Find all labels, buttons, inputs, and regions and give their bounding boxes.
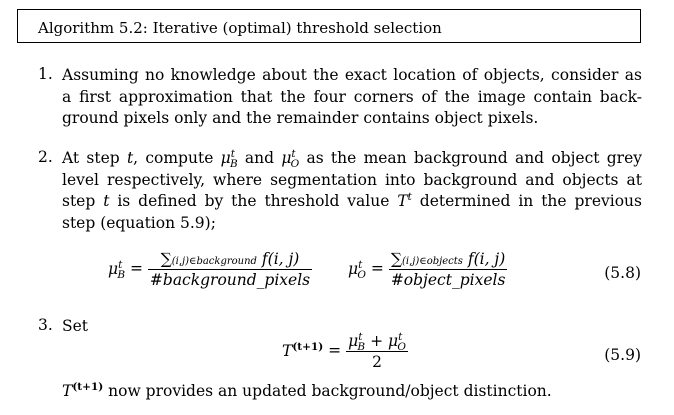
threshold-lhs: $T^{(t+1)}$ [282,340,324,360]
fraction-background [148,250,312,289]
fraction-denominator: 2 [372,353,382,371]
text-run: step [62,192,104,210]
text-run: as the mean background and object grey [299,149,642,167]
equation-5-8 [108,250,507,289]
step-line: a first approximation that the four corners of the image contain back- [62,87,642,106]
step-number: 3. [38,316,53,334]
equation-5-9 [282,332,408,371]
fraction-numerator: ∑(i,j)∈objects f(i, j) [389,250,508,270]
equals-sign: = [370,259,384,278]
mu-b-symbol: $\mu^t_B$ [220,147,238,171]
threshold-symbol: $T^t$ [397,190,412,210]
step-label: Set [62,317,89,335]
step-line: Assuming no knowledge about the exact location of objects, consider as [62,66,642,84]
fraction-numerator: ∑(i,j)∈background f(i, j) [148,250,312,270]
step-text [62,65,642,130]
text-run: , compute [133,149,221,167]
text-run: now provides an updated background/object distinction. [103,382,552,400]
text-run: and [237,149,282,167]
fraction-average [346,332,408,371]
fraction-denominator: #object_pixels [390,271,506,289]
step-line: step (equation 5.9); [62,213,216,232]
mu-b-lhs: $\mu^t_B$ [108,258,126,281]
fraction-denominator: #background_pixels [149,271,311,289]
step-line [62,148,642,170]
text-run: is defined by the threshold value [109,192,398,210]
variable-t: t [126,149,134,167]
mu-o-symbol: $\mu^t_O$ [281,147,300,171]
algorithm-title: Algorithm 5.2: Iterative (optimal) threshold selection [38,19,442,37]
fraction-numerator: $\mu^t_B + \mu^t_O$ [348,330,406,354]
step-line: ground pixels only and the remainder contains object pixels. [62,109,539,127]
step-text [62,148,642,234]
step-number: 1. [38,65,53,83]
step-number: 2. [38,148,53,166]
equals-sign: = [129,259,143,278]
text-run: determined in the previous [411,192,642,210]
threshold-symbol: $T^{(t+1)}$ [62,380,104,400]
variable-t: t [103,192,110,210]
text-run: At step [62,149,127,167]
equals-sign: = [328,341,342,360]
algorithm-header-box [17,9,641,43]
equation-number: (5.9) [604,346,641,364]
step-line: level respectively, where segmentation into background and objects at [62,170,642,189]
step-line [62,191,642,213]
equation-number: (5.8) [604,264,641,282]
mu-o-lhs: $\mu^t_O$ [348,258,366,281]
fraction-objects [389,250,508,289]
conclusion-text [62,381,642,403]
